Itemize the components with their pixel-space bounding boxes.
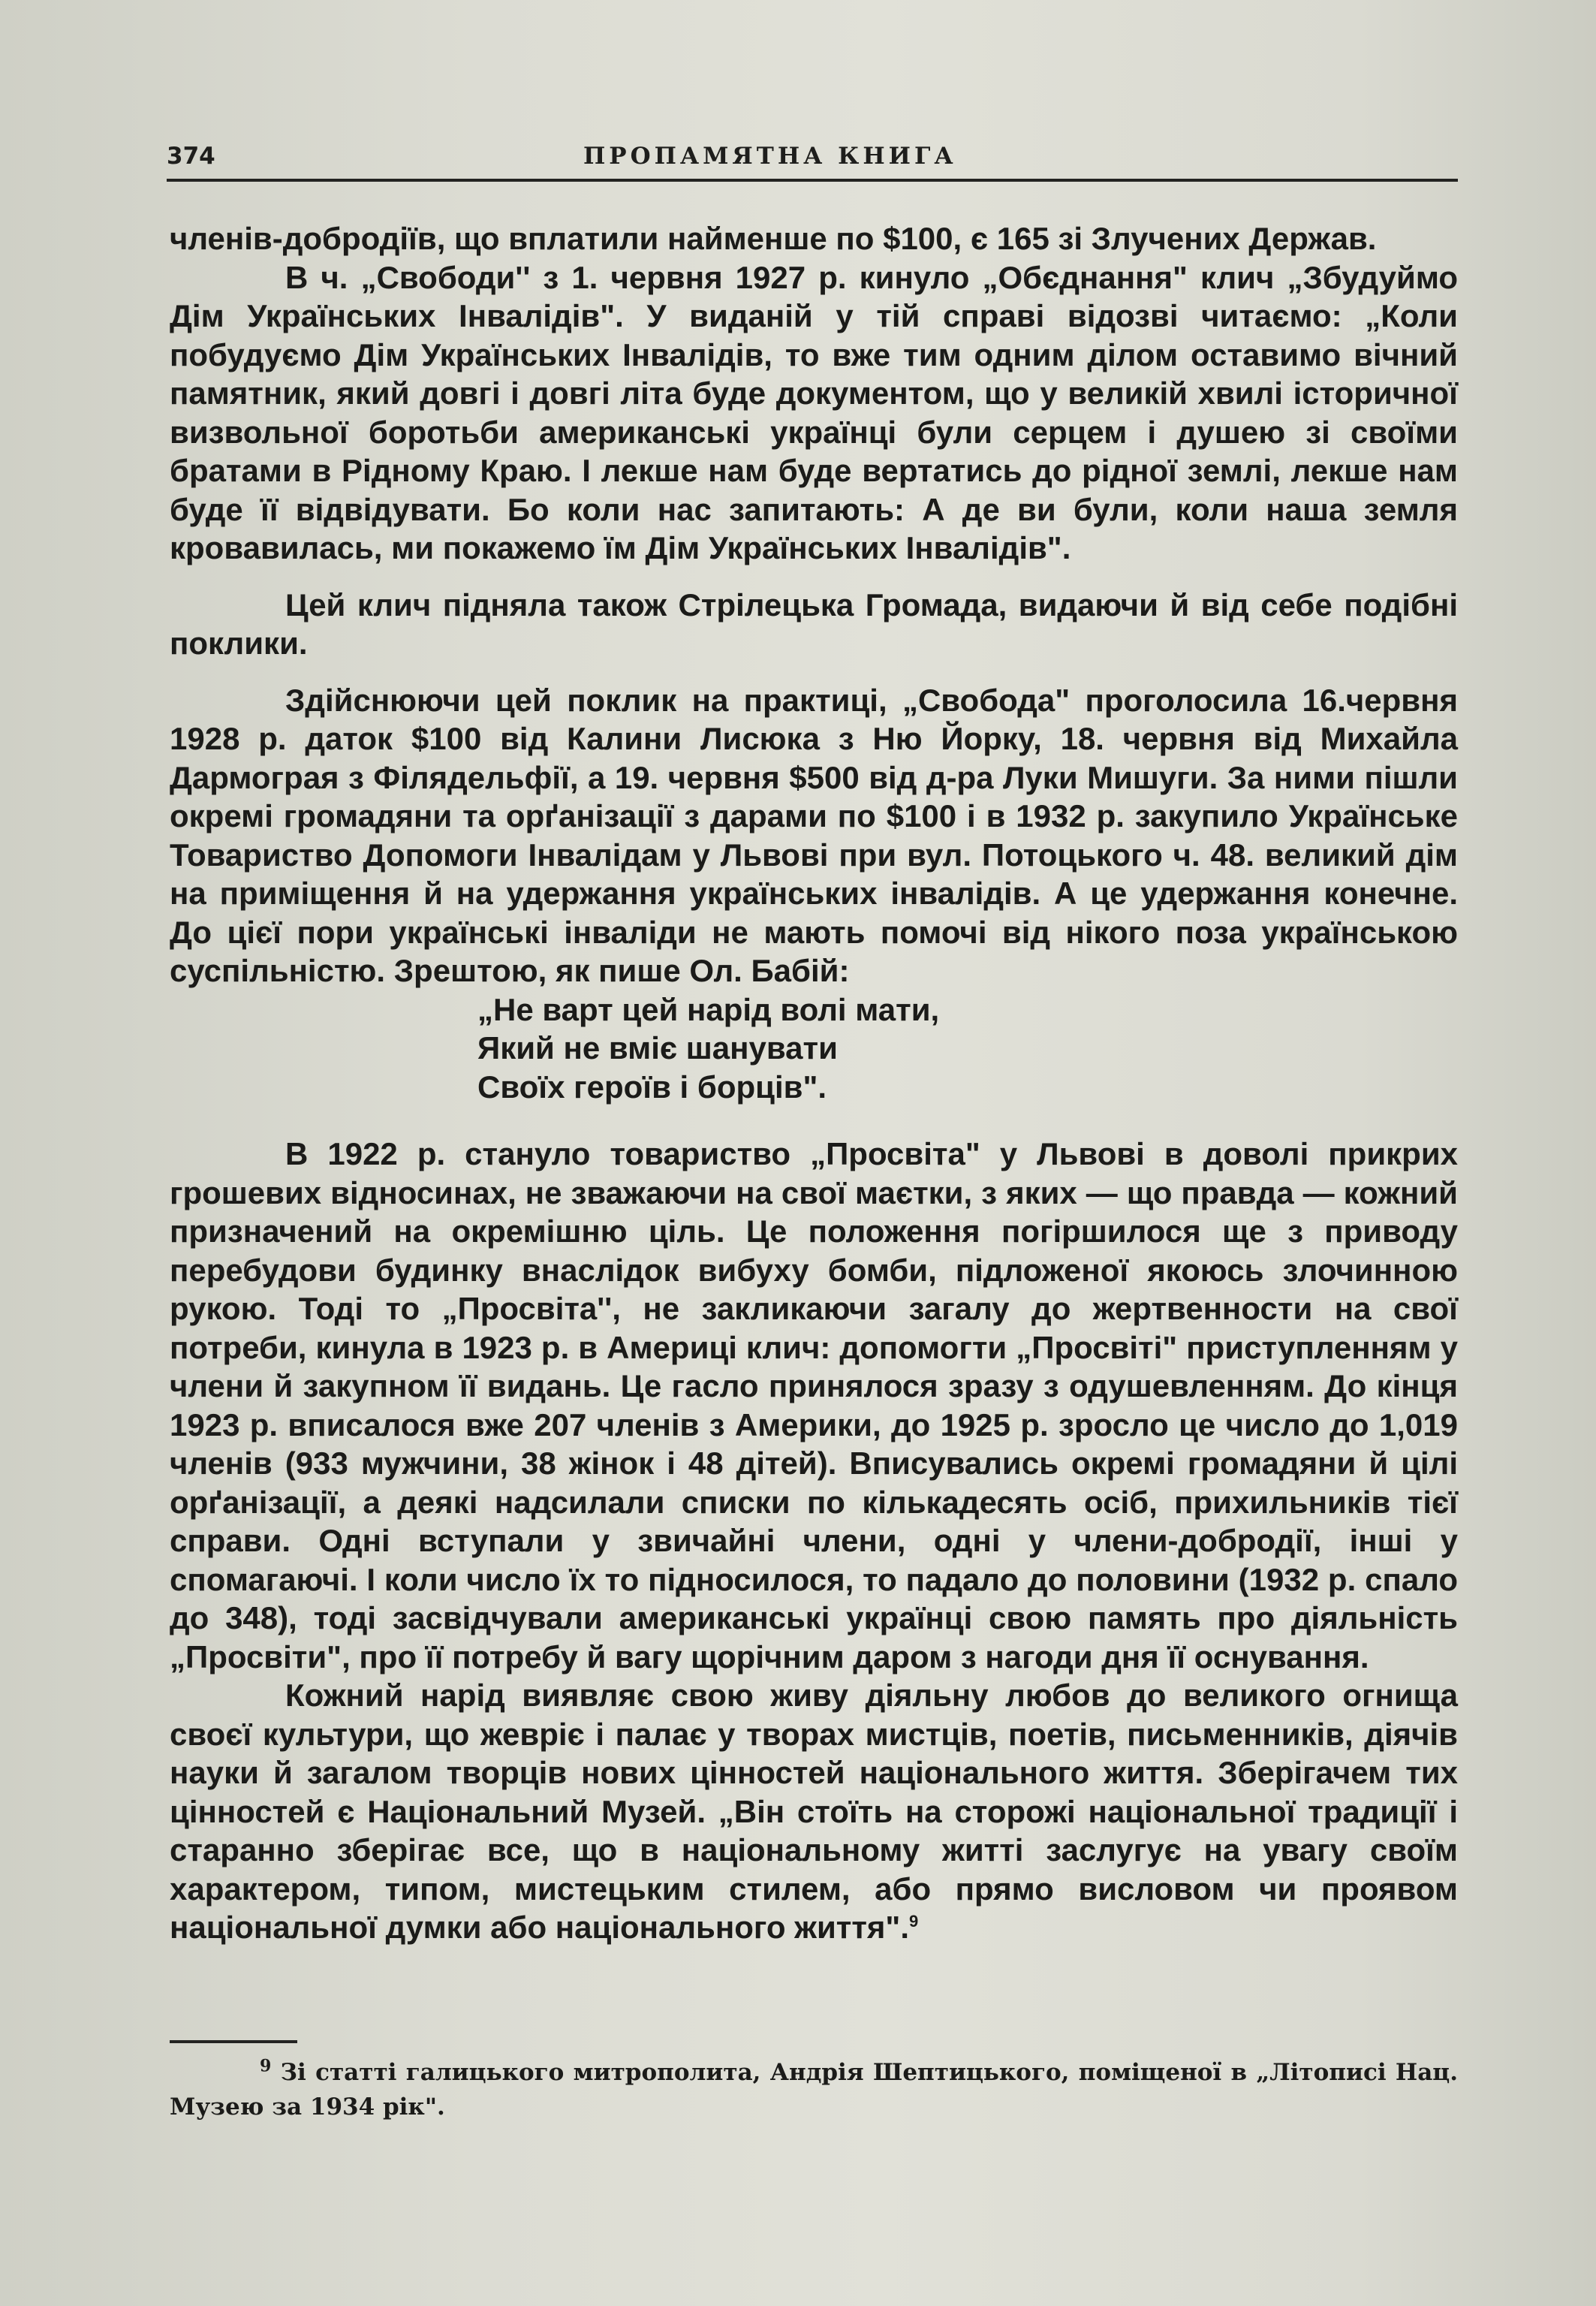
footnote-mark: 9 <box>260 2056 272 2076</box>
paragraph-with-footnote <box>170 1676 1458 1947</box>
page-header <box>167 143 1458 176</box>
paragraph: В 1922 р. стануло товариство „Просвіта" у Львові в доволі прикрих грошевих відносинах, не зважаючи на свої маєтки, з яких — що правда — кожний призначений на окремішню ціль. Це положення погіршилося ще з приводу перебудови будинку внаслідок вибуху бомби, підложеної якоюсь злочинною рукою. Тоді то „Просвіта'', не закликаючи загалу до жертвенности на свої потреби, кинула в 1923 р. в Америці клич: допомогти „Просвіті" приступленням у члени й закупном її видань. Це гасло принялося зразу з одушевленням. До кінця 1923 р. вписалося вже 207 членів з Америки, до 1925 р. зросло це число до 1,019 членів (933 мужчини, 38 жінок і 48 дітей). Вписувались окремі громадяни й цілі орґанізації, а деякі надсилали списки по кількадесять осіб, прихильників тієї справи. Одні вступали у звичайні члени, одні у члени-добродії, інші у спомагаючі. І коли число їх то підносилося, то падало до половини (1932 р. спало до 348), тоді засвідчували американські українці свою память про діяльність „Просвіти", про її потребу й вагу щорічним даром з нагоди дня її оснування. <box>170 1136 1458 1674</box>
footnote-reference: 9 <box>909 1912 919 1931</box>
footnote-rule <box>170 2040 297 2043</box>
paragraph: Здійснюючи цей поклик на практиці, „Свобода" проголосила 16.червня 1928 р. даток $100 від Калини Лисюка з Ню Йорку, 18. червня від Михайла Дармограя з Філядельфії, а 19. червня $500 від д-ра Луки Мишуги. За ними пішли окремі громадяни та орґанізації з дарами по $100 і в 1932 р. закупило Українське Товариство Допомоги Інвалідам у Львові при вул. Потоцького ч. 48. великий дім на приміщення й на удержання українських інвалідів. А це удержання конечне. До цієї пори українські інваліди не мають помочі від нікого поза українською суспільністю. Зрештою, як пише Ол. Бабій: <box>170 682 1458 988</box>
header-rule <box>167 179 1458 182</box>
paragraph-text: Кожний нарід виявляє свою живу діяльну любов до великого огнища своєї культури, що жевріє і палає у творах мистців, поетів, письменників, діячів науки й загалом творців нових цінностей національного життя. Зберігачем тих цінностей є Національний Музей. „Він стоїть на сторожі національної традиції і старанно зберігає все, що в національному житті заслугує на увагу своїм характером, типом, мистецьким стилем, або прямо висловом чи проявом національної думки або національного життя". <box>170 1678 1458 1945</box>
footnote <box>170 2055 1458 2124</box>
poem-line: Своїх героїв і борців". <box>477 1069 827 1105</box>
poem-line: „Не варт цей нарід волі мати, <box>477 991 940 1027</box>
body-text <box>170 219 1458 1947</box>
poem-quote <box>477 990 1458 1107</box>
footnote-text: Зі статті галицького митрополита, Андрія Шептицького, поміщеної в „Літописі Нац. Музею за 1934 рік". <box>170 2059 1458 2121</box>
paragraph: В ч. „Свободи'' з 1. червня 1927 р. кинуло „Обєднання" клич „Збудуймо Дім Українських Інвалідів". У виданій у тій справі відозві читаємо: „Коли побудуємо Дім Українських Інвалідів, то вже тим одним ділом оставимо вічний памятник, який довгі і довгі літа буде документом, що у великій хвилі історичної визвольної боротьби американські українці були серцем і душею зі своїми братами в Рідному Краю. І лекше нам буде вертатись до рідної землі, лекше нам буде її відвідувати. Бо коли нас запитають: А де ви були, коли наша земля кровавилась, ми покажемо їм Дім Українських Інвалідів". <box>170 259 1458 565</box>
running-title: ПРОПАМЯТНА КНИГА <box>583 143 957 170</box>
paragraph: членів-добродіїв, що вплатили найменше по $100, є 165 зі Злучених Держав. <box>170 221 1377 256</box>
poem-line: Який не вміє шанувати <box>477 1030 838 1066</box>
page-number: 374 <box>167 143 215 170</box>
paragraph: Цей клич підняла також Стрілецька Громада, видаючи й від себе подібні поклики. <box>170 586 1458 661</box>
